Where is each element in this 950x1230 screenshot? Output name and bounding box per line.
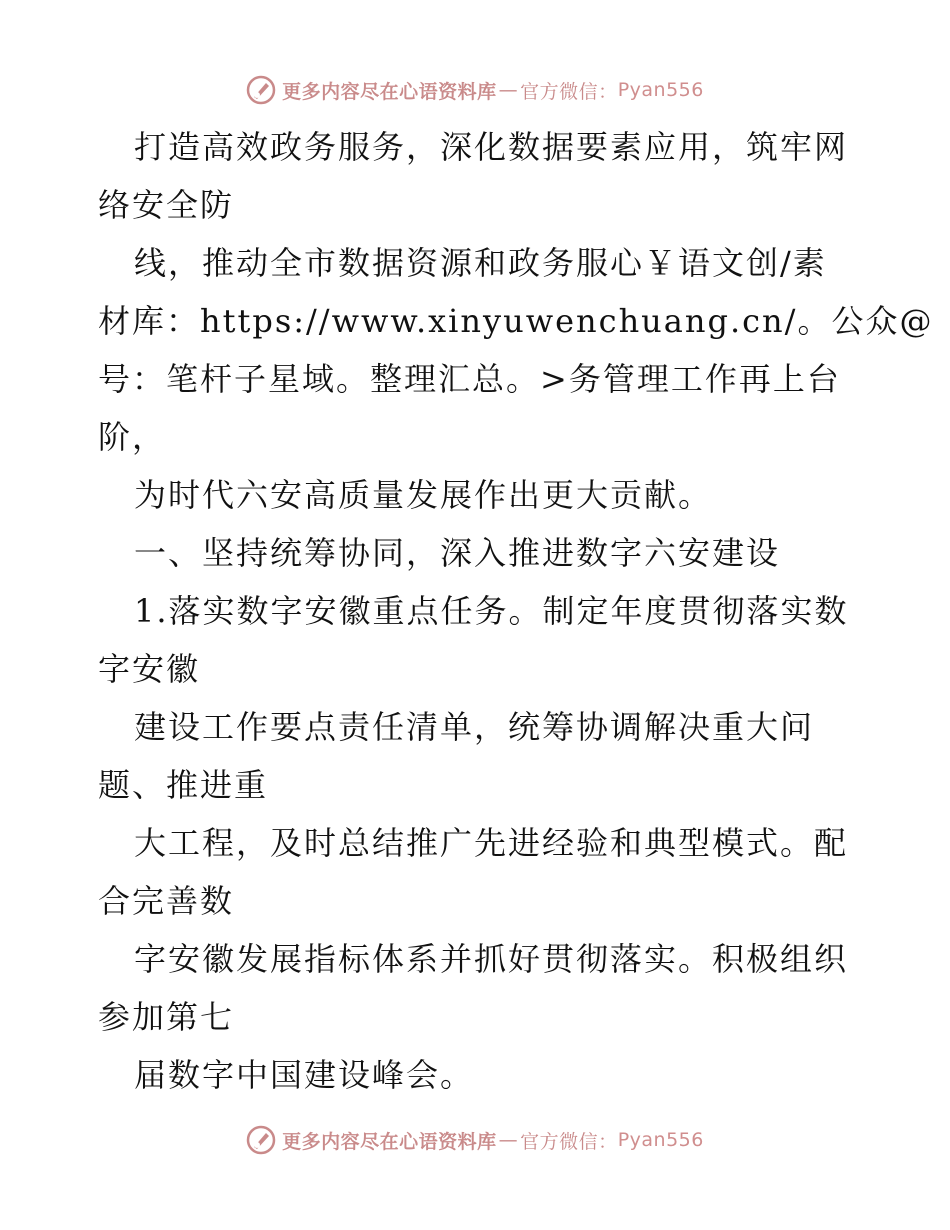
pen-logo-icon	[246, 1125, 276, 1155]
text-line: 大工程，及时总结推广先进经验和典型模式。配	[134, 824, 849, 862]
text-line: 线，推动全市数据资源和政务服心￥语文创/素	[134, 244, 827, 282]
text-line: 合完善数	[98, 882, 235, 920]
banner-wechat-id: Pyan556	[617, 79, 704, 101]
pen-logo-icon	[246, 75, 276, 105]
banner-main-text: 更多内容尽在心语资料库	[282, 80, 497, 103]
text-line: 届数字中国建设峰会。	[134, 1056, 475, 1094]
banner-main-text: 更多内容尽在心语资料库	[282, 1130, 497, 1153]
text-line: 材库：https://www.xinyuwenchuang.cn/。公众@	[98, 302, 934, 340]
text-line: 参加第七	[98, 998, 235, 1036]
text-line: 1.落实数字安徽重点任务。制定年度贯彻落实数	[134, 592, 849, 630]
banner-wechat-label: 官方微信：	[520, 1130, 618, 1153]
header-watermark-banner	[0, 70, 950, 110]
section-heading: 一、坚持统筹协同，深入推进数字六安建设	[134, 534, 781, 572]
text-line: 号：笔杆子星域。整理汇总。>务管理工作再上台	[98, 360, 841, 398]
banner-wechat-id: Pyan556	[617, 1129, 704, 1151]
banner-separator: —	[498, 79, 519, 101]
banner-wechat-label: 官方微信：	[520, 80, 618, 103]
text-line: 题、推进重	[98, 766, 269, 804]
text-line: 为时代六安高质量发展作出更大贡献。	[134, 476, 713, 514]
text-line: 打造高效政务服务，深化数据要素应用，筑牢网	[134, 128, 849, 166]
text-line: 字安徽发展指标体系并抓好贯彻落实。积极组织	[134, 940, 849, 978]
footer-watermark-banner	[0, 1120, 950, 1160]
document-body	[98, 118, 934, 1104]
banner-separator: —	[498, 1129, 519, 1151]
text-line: 阶，	[98, 418, 167, 456]
text-line: 建设工作要点责任清单，统筹协调解决重大问	[134, 708, 815, 746]
text-line: 络安全防	[98, 186, 235, 224]
text-line: 字安徽	[98, 650, 201, 688]
